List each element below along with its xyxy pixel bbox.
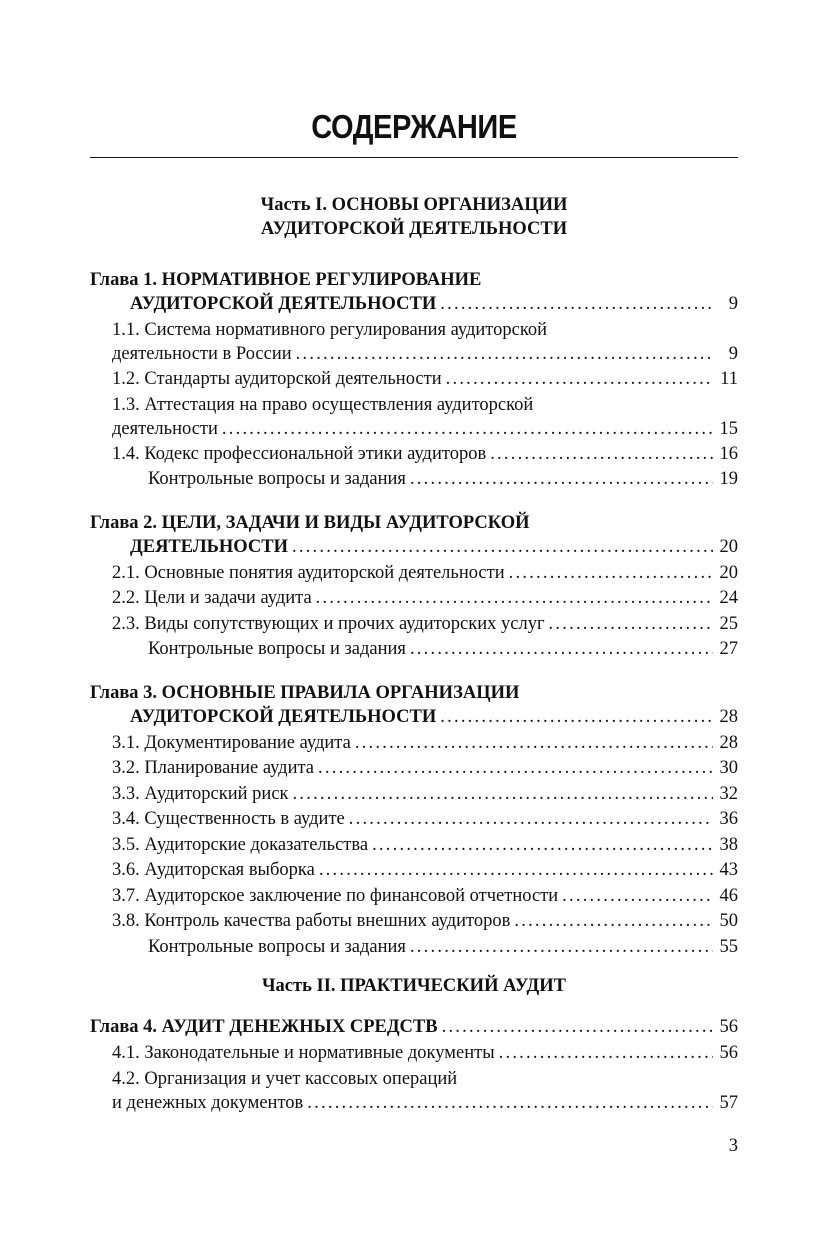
section-2-1-title: 2.1. Основные понятия аудиторской деятельности [112, 563, 505, 583]
chapter-2-entry[interactable] [130, 535, 738, 559]
dot-leader [319, 858, 713, 882]
section-4-2-line-2: и денежных документов [112, 1093, 304, 1113]
section-3-8-title: 3.8. Контроль качества работы внешних аудиторов [112, 911, 511, 931]
dot-leader [562, 884, 713, 908]
chapter-1-title-line-2: АУДИТОРСКОЙ ДЕЯТЕЛЬНОСТИ [130, 294, 437, 314]
section-3-7-entry[interactable] [112, 884, 738, 908]
section-2-3-entry[interactable] [112, 612, 738, 636]
page-ref: 56 [719, 1043, 738, 1063]
chapter-4-title: Глава 4. АУДИТ ДЕНЕЖНЫХ СРЕДСТВ [90, 1017, 438, 1037]
section-4-2-line-1: 4.2. Организация и учет кассовых операций [112, 1069, 458, 1089]
section-1-2-title: 1.2. Стандарты аудиторской деятельности [112, 369, 442, 389]
section-1-1-line-1: 1.1. Система нормативного регулирования аудиторской [112, 320, 548, 340]
section-3-2-entry[interactable] [112, 756, 738, 780]
section-1-3-line-2: деятельности [112, 419, 218, 439]
section-1-1-line-2: деятельности в России [112, 344, 292, 364]
chapter-3-title-line-2: АУДИТОРСКОЙ ДЕЯТЕЛЬНОСТИ [130, 707, 437, 727]
chapter-2-questions-entry[interactable] [148, 637, 738, 661]
section-3-3-entry[interactable] [112, 782, 738, 806]
part-1-heading-line-2: АУДИТОРСКОЙ ДЕЯТЕЛЬНОСТИ [260, 219, 568, 239]
dot-leader [296, 342, 713, 366]
dot-leader [509, 561, 713, 585]
dot-leader [410, 935, 713, 959]
questions-title: Контрольные вопросы и задания [148, 469, 406, 489]
chapter-3-questions-entry[interactable] [148, 935, 738, 959]
dot-leader [316, 586, 713, 610]
section-3-1-title: 3.1. Документирование аудита [112, 733, 351, 753]
page-ref: 20 [719, 563, 738, 583]
page-ref: 16 [719, 444, 738, 464]
page-ref: 28 [719, 707, 738, 727]
dot-leader [514, 909, 713, 933]
chapter-2-title-line-2: ДЕЯТЕЛЬНОСТИ [130, 537, 288, 557]
dot-leader [292, 535, 713, 559]
dot-leader [440, 292, 713, 316]
page-ref: 32 [719, 784, 738, 804]
dot-leader [318, 756, 713, 780]
section-3-2-title: 3.2. Планирование аудита [112, 758, 315, 778]
section-2-2-entry[interactable] [112, 586, 738, 610]
section-3-6-title: 3.6. Аудиторская выборка [112, 860, 315, 880]
page-ref: 9 [728, 294, 738, 314]
section-1-3-entry[interactable] [112, 417, 738, 441]
section-4-1-title: 4.1. Законодательные и нормативные документы [112, 1043, 495, 1063]
dot-leader [222, 417, 713, 441]
part-1-heading-line-1: Часть I. ОСНОВЫ ОРГАНИЗАЦИИ [260, 195, 568, 215]
dot-leader [446, 367, 713, 391]
dot-leader [349, 807, 713, 831]
section-1-4-title: 1.4. Кодекс профессиональной этики аудиторов [112, 444, 487, 464]
dot-leader [355, 731, 713, 755]
dot-leader [549, 612, 713, 636]
chapter-1-entry[interactable] [130, 292, 738, 316]
page-ref: 9 [728, 344, 738, 364]
page-ref: 46 [719, 886, 738, 906]
page-ref: 50 [719, 911, 738, 931]
dot-leader [499, 1041, 713, 1065]
section-2-3-title: 2.3. Виды сопутствующих и прочих аудиторских услуг [112, 614, 545, 634]
page-ref: 38 [719, 835, 738, 855]
section-1-4-entry[interactable] [112, 442, 738, 466]
dot-leader [490, 442, 713, 466]
page-ref: 43 [719, 860, 738, 880]
page-ref: 28 [719, 733, 738, 753]
page-number: 3 [728, 1136, 738, 1156]
page-ref: 56 [719, 1017, 738, 1037]
page-ref: 57 [719, 1093, 738, 1113]
title-divider [90, 157, 738, 158]
page-ref: 19 [719, 469, 738, 489]
section-3-4-entry[interactable] [112, 807, 738, 831]
chapter-3-title-line-1: Глава 3. ОСНОВНЫЕ ПРАВИЛА ОРГАНИЗАЦИИ [90, 683, 520, 703]
section-3-4-title: 3.4. Существенность в аудите [112, 809, 345, 829]
section-1-1-entry[interactable] [112, 342, 738, 366]
part-2-heading: Часть II. ПРАКТИЧЕСКИЙ АУДИТ [261, 976, 566, 996]
questions-title: Контрольные вопросы и задания [148, 937, 406, 957]
page-ref: 36 [719, 809, 738, 829]
section-2-1-entry[interactable] [112, 561, 738, 585]
chapter-1-title-line-1: Глава 1. НОРМАТИВНОЕ РЕГУЛИРОВАНИЕ [90, 270, 482, 290]
questions-title: Контрольные вопросы и задания [148, 639, 406, 659]
section-3-8-entry[interactable] [112, 909, 738, 933]
chapter-1-questions-entry[interactable] [148, 467, 738, 491]
page-ref: 27 [719, 639, 738, 659]
dot-leader [442, 1015, 713, 1039]
section-3-1-entry[interactable] [112, 731, 738, 755]
dot-leader [410, 637, 713, 661]
dot-leader [410, 467, 713, 491]
page-ref: 15 [719, 419, 738, 439]
page-ref: 24 [719, 588, 738, 608]
dot-leader [440, 705, 713, 729]
section-1-2-entry[interactable] [112, 367, 738, 391]
section-4-2-entry[interactable] [112, 1091, 738, 1115]
chapter-2-title-line-1: Глава 2. ЦЕЛИ, ЗАДАЧИ И ВИДЫ АУДИТОРСКОЙ [90, 513, 530, 533]
section-4-1-entry[interactable] [112, 1041, 738, 1065]
section-3-3-title: 3.3. Аудиторский риск [112, 784, 289, 804]
page-ref: 30 [719, 758, 738, 778]
dot-leader [372, 833, 713, 857]
section-3-5-entry[interactable] [112, 833, 738, 857]
section-3-5-title: 3.5. Аудиторские доказательства [112, 835, 369, 855]
page-ref: 20 [719, 537, 738, 557]
page-ref: 55 [719, 937, 738, 957]
dot-leader [293, 782, 713, 806]
page-ref: 25 [719, 614, 738, 634]
chapter-3-entry[interactable] [130, 705, 738, 729]
page-title: СОДЕРЖАНИЕ [311, 108, 517, 145]
section-1-3-line-1: 1.3. Аттестация на право осуществления аудиторской [112, 395, 534, 415]
section-3-7-title: 3.7. Аудиторское заключение по финансовой отчетности [112, 886, 559, 906]
dot-leader [307, 1091, 713, 1115]
section-3-6-entry[interactable] [112, 858, 738, 882]
page-ref: 11 [720, 369, 738, 389]
chapter-4-entry[interactable] [90, 1015, 738, 1039]
section-2-2-title: 2.2. Цели и задачи аудита [112, 588, 312, 608]
